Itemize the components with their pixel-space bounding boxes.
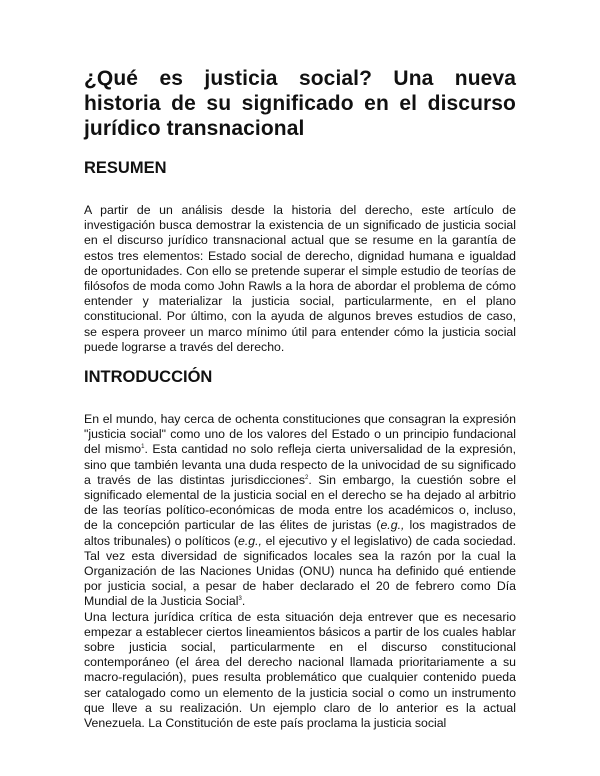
resumen-heading: RESUMEN [84, 159, 167, 177]
footnote-ref-3[interactable]: 3 [238, 596, 242, 603]
intro-text: el ejecutivo y el legislativo) de cada sociedad. Tal vez esta diversidad de significados locales sea la razón por la cual la Organización de las Naciones Unidas (ONU) nunca ha definido qué entiende por justicia social, a pesar de haber declarado el 20 de febrero como Día Mundial de la Justicia Social [84, 533, 516, 609]
intro-paragraph-1 [84, 412, 516, 610]
eg-abbrev: e.g., [238, 533, 262, 548]
intro-text: los magistrados de altos tribunales) o políticos ( [84, 518, 516, 548]
intro-paragraph-2: Una lectura jurídica crítica de esta situación deja entrever que es necesario empezar a establecer ciertos lineamientos básicos a partir de los cuales hablar sobre justicia social, particularmente en el discurso constitucional contemporáneo (el área del derecho nacional llamada prioritariamente a su macro-regulación), pues resulta problemático que cualquier contenido pueda ser catalogado como un elemento de la justicia social o como un instrumento que lleve a su realización. Un ejemplo claro de lo anterior es la actual Venezuela. La Constitución de este país proclama la justicia social [84, 609, 516, 731]
intro-text: . Sin embargo, la cuestión sobre el significado elemental de la justicia social en el derecho se ha dejado al arbitrio de las teorías político-económicas de moda entre los académicos o, incluso, de la concepción particular de las élites de juristas ( [84, 472, 516, 533]
abstract-paragraph: A partir de un análisis desde la historia del derecho, este artículo de investigación busca demostrar la existencia de un significado de justicia social en el discurso jurídico transnacional actual que se resume en la garantía de estos tres elementos: Estado social de derecho, dignidad humana e igualdad de oportunidades. Con ello se pretende superar el simple estudio de teorías de filósofos de moda como John Rawls a la hora de abordar el problema de cómo entender y materializar la justicia social, particularmente, en el plano constitucional. Por último, con la ayuda de algunos breves estudios de caso, se espera proveer un marco mínimo útil para entender cómo la justicia social puede lograrse a través del derecho. [84, 203, 516, 354]
intro-text: . [241, 594, 246, 609]
intro-text: . Esta cantidad no solo refleja cierta universalidad de la expresión, sino que también levanta una duda respecto de la univocidad de su significado a través de las distintas jurisdicciones [84, 442, 516, 487]
introduccion-heading: INTRODUCCIÓN [84, 368, 213, 387]
footnote-ref-2[interactable]: 2 [305, 474, 309, 481]
article-title: ¿Qué es justicia social? Una nueva historia de su significado en el discurso jurídico transnacional [84, 67, 516, 140]
footnote-ref-1[interactable]: 1 [141, 444, 145, 451]
intro-text: En el mundo, hay cerca de ochenta constituciones que consagran la expresión "justicia social" como uno de los valores del Estado o un principio fundacional del mismo [84, 412, 516, 457]
eg-abbrev: e.g., [380, 518, 405, 533]
